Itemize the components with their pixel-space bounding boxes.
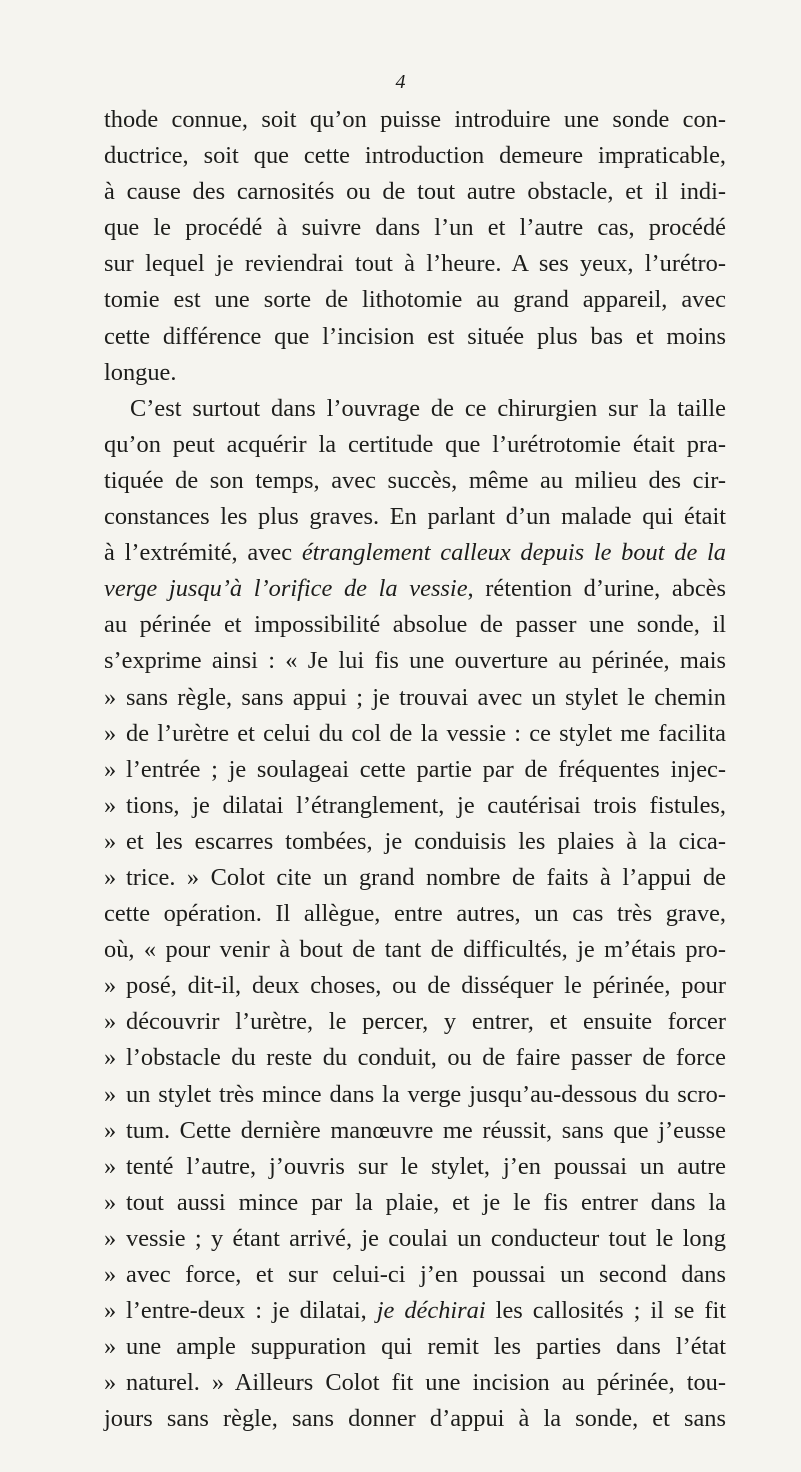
text-line [104,932,726,968]
text-segment: découvrir l’urètre, le percer, y entrer, et ensuite forcer [126,1008,726,1036]
italic-phrase: je déchirai [376,1297,486,1325]
quote-marker: » [104,827,117,855]
quote-marker: » [104,791,117,819]
quote-marker: » [104,1080,117,1108]
text-line [104,1257,726,1293]
quote-marker: » [104,1261,117,1288]
text-line [104,1221,726,1257]
text-segment: sur lequel je reviendrai tout à l’heure. A ses yeux, l’urétro- [104,250,726,278]
quote-marker: » [104,1044,117,1072]
quote-marker: » [104,1008,117,1036]
text-segment: une ample suppuration qui remit les parties dans l’état [126,1333,726,1361]
text-line [104,246,726,282]
text-line [104,138,726,174]
text-segment: au périnée et impossibilité absolue de passer une sonde, il [104,611,726,639]
text-line [104,174,726,210]
text-line [104,716,726,752]
text-segment: vessie ; y étant arrivé, je coulai un conducteur tout le long [126,1224,726,1252]
text-segment: trice. » Colot cite un grand nombre de faits à l’appui de [126,863,726,891]
text-segment: longue. [104,358,177,386]
text-line [104,1077,726,1113]
text-line [104,1401,726,1437]
text-line [104,355,726,391]
text-segment: l’entrée ; je soulageai cette partie par de fréquentes injec- [126,755,726,783]
text-segment: l’entre-deux : je dilatai, [126,1297,377,1325]
quote-marker: » [104,1116,117,1144]
text-segment: cette différence que l’incision est située plus bas et moins [104,322,726,350]
text-segment: tions, je dilatai l’étranglement, je cautérisai trois fistules, [126,791,726,819]
text-segment: que le procédé à suivre dans l’un et l’autre cas, procédé [104,214,726,242]
text-line [104,1293,726,1329]
text-segment: C’est surtout dans l’ouvrage de ce chirurgien sur la taille [130,394,726,422]
quote-marker: » [104,972,117,1000]
text-line [104,463,726,499]
text-segment: qu’on peut acquérir la certitude que l’urétrotomie était pra- [104,430,726,458]
text-line [104,643,726,679]
text-line [104,499,726,535]
quote-marker: » [104,1188,117,1216]
text-line [104,680,726,716]
text-segment: naturel. » Ailleurs Colot fit une incision au périnée, tou- [126,1369,726,1397]
text-segment: ductrice, soit que cette introduction demeure impraticable, [104,142,726,170]
text-segment: cette opération. Il allègue, entre autres, un cas très grave, [104,900,726,928]
text-line [104,1113,726,1149]
text-line [104,282,726,318]
text-line [104,1329,726,1365]
text-segment: thode connue, soit qu’on puisse introduire une sonde con- [104,106,726,133]
text-line [104,535,726,571]
text-segment: , rétention d’urine, abcès [467,575,726,603]
quote-marker: » [104,755,117,783]
quote-marker: » [104,863,117,891]
italic-phrase: verge jusqu’à l’orifice de la vessie [104,575,468,603]
text-line [104,607,726,643]
text-line [104,1040,726,1076]
text-line [104,571,726,607]
text-segment: tenté l’autre, j’ouvris sur le stylet, j’en poussai un autre [126,1152,726,1180]
italic-phrase: étranglement calleux depuis le bout de la [301,539,726,567]
text-segment: et les escarres tombées, je conduisis les plaies à la cica- [126,827,726,855]
text-segment: posé, dit-il, deux choses, ou de disséquer le périnée, pour [126,972,726,1000]
text-line [104,102,726,138]
text-line [104,1185,726,1221]
text-segment: constances les plus graves. En parlant d’un malade qui était [104,503,726,531]
text-segment: tomie est une sorte de lithotomie au grand appareil, avec [104,286,726,314]
text-line [104,319,726,355]
page-number: 4 [395,71,406,93]
text-line [104,860,726,896]
quote-marker: » [104,683,117,711]
text-segment: où, « pour venir à bout de tant de difficultés, je m’étais pro- [104,936,726,964]
text-segment: tiquée de son temps, avec succès, même au milieu des cir- [104,466,726,494]
text-segment: à cause des carnosités ou de tout autre obstacle, et il indi- [104,178,726,206]
text-line [104,427,726,463]
quote-marker: » [104,1297,117,1325]
text-segment: à l’extrémité, avec [104,539,302,567]
text-line [104,752,726,788]
text-segment: l’obstacle du reste du conduit, ou de faire passer de force [126,1044,726,1072]
text-segment: tum. Cette dernière manœuvre me réussit, sans que j’eusse [126,1116,726,1144]
text-line [104,968,726,1004]
body-text [104,102,726,1437]
text-segment: jours sans règle, sans donner d’appui à la sonde, et sans [104,1405,726,1433]
text-line [104,1004,726,1040]
text-line [104,210,726,246]
quote-marker: » [104,1152,117,1180]
text-line [104,1149,726,1185]
text-line [104,1365,726,1401]
quote-marker: » [104,1333,117,1361]
quote-marker: » [104,1369,117,1397]
text-segment: s’exprime ainsi : « Je lui fis une ouverture au périnée, mais [104,647,726,675]
text-line [104,824,726,860]
text-line [104,391,726,427]
quote-marker: » [104,719,117,747]
text-segment: avec force, et sur celui-ci j’en poussai un second dans [126,1261,726,1288]
text-line [104,896,726,932]
quote-marker: » [104,1224,117,1252]
text-segment: les callosités ; il se fit [485,1297,727,1325]
text-segment: sans règle, sans appui ; je trouvai avec un stylet le chemin [126,683,726,711]
text-segment: tout aussi mince par la plaie, et je le fis entrer dans la [126,1188,726,1216]
text-line [104,788,726,824]
text-segment: un stylet très mince dans la verge jusqu’au-dessous du scro- [126,1080,726,1108]
text-segment: de l’urètre et celui du col de la vessie : ce stylet me facilita [126,719,726,747]
